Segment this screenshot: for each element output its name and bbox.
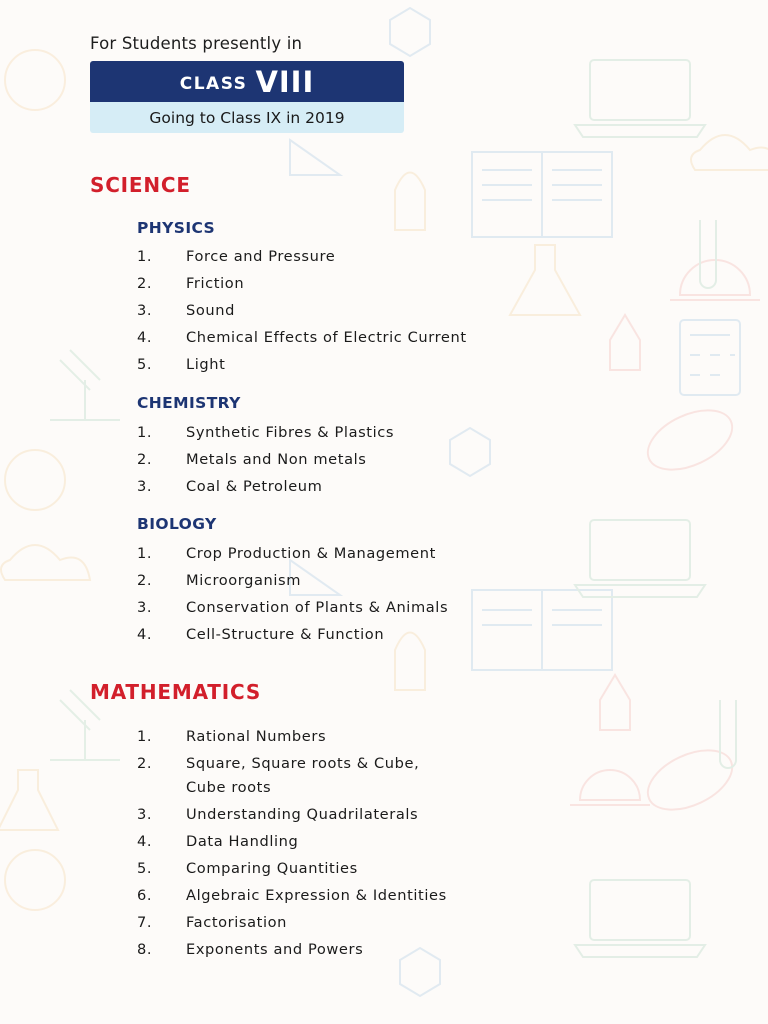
item-text: Comparing Quantities	[186, 860, 358, 877]
item-text: Coal & Petroleum	[186, 478, 323, 495]
class-label: CLASS	[179, 73, 248, 94]
item-text: Microorganism	[186, 572, 302, 589]
item-text: Understanding Quadrilaterals	[186, 806, 419, 823]
item-text: Algebraic Expression & Identities	[186, 887, 447, 904]
item-text: Chemical Effects of Electric Current	[186, 329, 467, 346]
intro-text: For Students presently in	[90, 34, 303, 53]
item-number: 8.	[137, 941, 153, 958]
item-number: 1.	[137, 424, 153, 441]
item-text: Cube roots	[186, 779, 272, 796]
item-number: 2.	[137, 572, 153, 589]
item-text: Synthetic Fibres & Plastics	[186, 424, 395, 441]
item-text: Light	[186, 356, 226, 373]
item-number: 4.	[137, 626, 153, 643]
item-number: 4.	[137, 329, 153, 346]
going-to-banner: Going to Class IX in 2019	[90, 102, 404, 133]
item-number: 5.	[137, 356, 153, 373]
item-number: 3.	[137, 806, 153, 823]
item-number: 2.	[137, 275, 153, 292]
mathematics-heading: MATHEMATICS	[90, 680, 262, 704]
item-text: Cell-Structure & Function	[186, 626, 385, 643]
chemistry-heading: CHEMISTRY	[137, 394, 241, 412]
item-text: Exponents and Powers	[186, 941, 364, 958]
item-number: 2.	[137, 755, 153, 772]
item-number: 1.	[137, 728, 153, 745]
item-number: 4.	[137, 833, 153, 850]
item-text: Force and Pressure	[186, 248, 336, 265]
item-text: Factorisation	[186, 914, 288, 931]
item-number: 2.	[137, 451, 153, 468]
class-banner	[90, 61, 404, 102]
item-text: Metals and Non metals	[186, 451, 367, 468]
item-number: 7.	[137, 914, 153, 931]
item-text: Crop Production & Management	[186, 545, 436, 562]
item-text: Friction	[186, 275, 245, 292]
item-text: Rational Numbers	[186, 728, 327, 745]
item-number: 3.	[137, 478, 153, 495]
science-heading: SCIENCE	[90, 173, 191, 197]
item-text: Sound	[186, 302, 235, 319]
item-number: 6.	[137, 887, 153, 904]
physics-heading: PHYSICS	[137, 219, 216, 237]
item-text: Conservation of Plants & Animals	[186, 599, 449, 616]
item-text: Data Handling	[186, 833, 299, 850]
item-text: Square, Square roots & Cube,	[186, 755, 420, 772]
item-number: 1.	[137, 545, 153, 562]
biology-heading: BIOLOGY	[137, 515, 217, 533]
item-number: 3.	[137, 302, 153, 319]
item-number: 1.	[137, 248, 153, 265]
item-number: 3.	[137, 599, 153, 616]
item-number: 5.	[137, 860, 153, 877]
class-number: VIII	[255, 64, 315, 99]
